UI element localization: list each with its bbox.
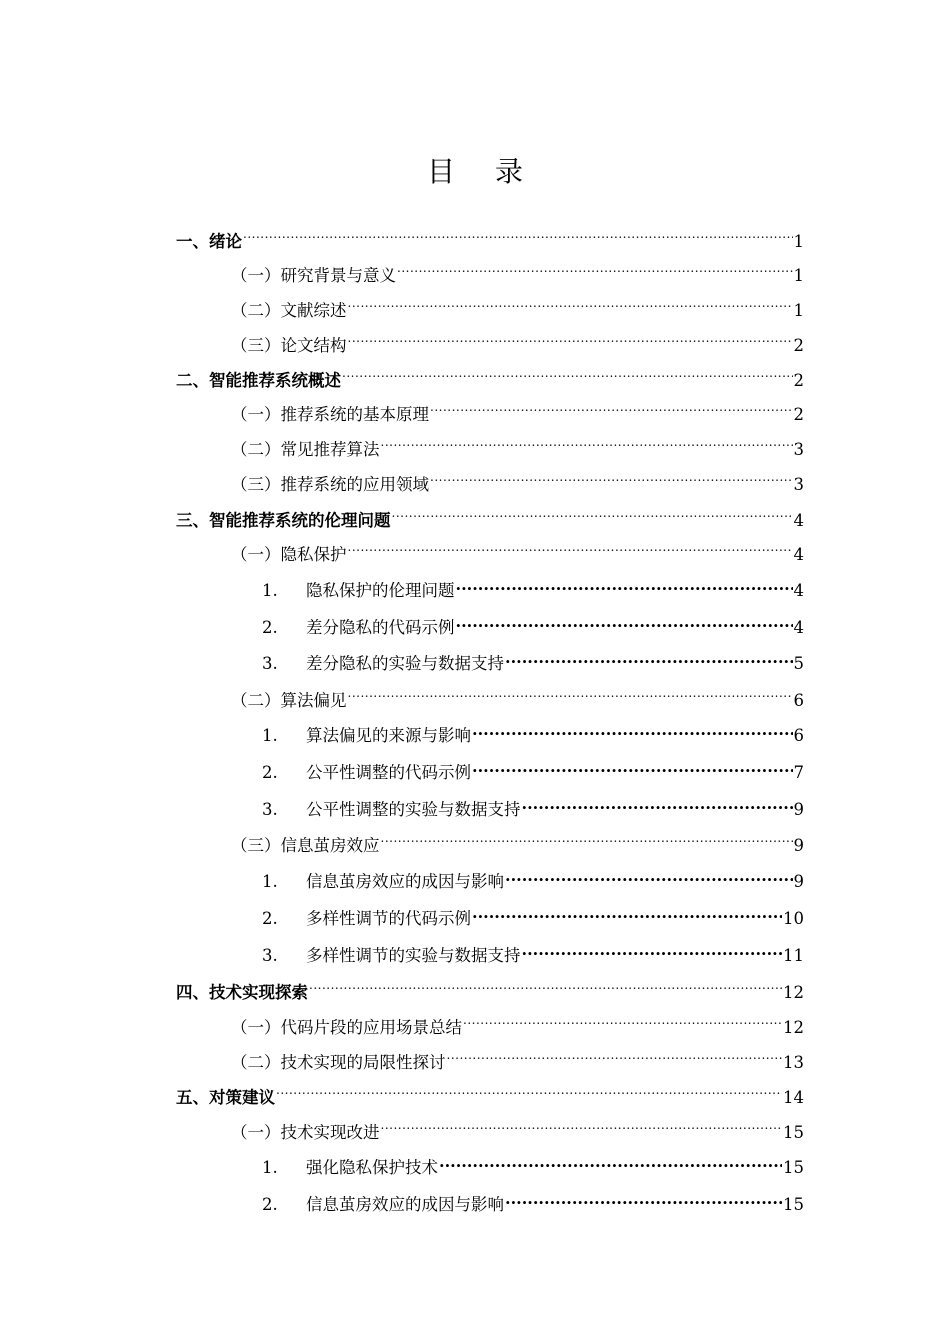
toc-entry-title: （一）研究背景与意义 [231,266,396,285]
toc-entry-title: （二）常见推荐算法 [231,440,380,459]
toc-entry-title: 信息茧房效应的成因与影响 [306,1195,504,1214]
toc-entry[interactable] [262,1188,804,1216]
toc-entry[interactable] [231,829,804,857]
toc-entry[interactable] [262,865,804,893]
toc-entry-title: （三）论文结构 [231,336,347,355]
page-title: 目录 [426,155,563,188]
toc-entry[interactable] [231,468,804,496]
toc-entry-page: 5 [793,654,804,673]
dot-leader [522,939,783,961]
dot-leader [381,829,793,851]
toc-entry-title: （一）隐私保护 [231,545,347,564]
toc-entry[interactable] [231,294,804,322]
toc-entry-number: 1. [262,726,278,745]
dot-leader [522,793,793,815]
dot-leader [276,1081,782,1103]
toc-entry-title: 多样性调节的实验与数据支持 [306,946,521,965]
toc-entry-page: 1 [793,301,804,320]
toc-entry-title: （一）代码片段的应用场景总结 [231,1018,462,1037]
toc-entry-title: （一）推荐系统的基本原理 [231,405,429,424]
toc-entry-page: 12 [783,1018,804,1037]
toc-entry-title: （二）算法偏见 [231,691,347,710]
toc-entry-title: 一、绪论 [176,232,242,251]
toc-entry-page: 15 [783,1158,804,1177]
toc-entry-page: 10 [783,909,804,928]
toc-entry-page: 6 [793,691,804,710]
toc-entry-page: 6 [793,726,804,745]
toc-entry-page: 9 [793,836,804,855]
dot-leader [447,1046,783,1068]
toc-entry[interactable] [231,329,804,357]
toc-entry-title: 差分隐私的代码示例 [306,618,455,637]
dot-leader [348,538,793,560]
toc-entry[interactable] [231,684,804,712]
toc-entry-page: 4 [793,581,804,600]
toc-entry-title: 隐私保护的伦理问题 [306,581,455,600]
dot-leader [381,433,793,455]
toc-entry-number: 1. [262,872,278,891]
toc-entry-page: 7 [793,763,804,782]
toc-entry-number: 3. [262,946,278,965]
toc-entry-page: 9 [793,800,804,819]
toc-entry[interactable] [231,1116,804,1144]
dot-leader [505,647,793,669]
dot-leader [397,259,793,281]
dot-leader [348,294,793,316]
toc-entry[interactable] [176,976,804,1004]
toc-entry[interactable] [231,1046,804,1074]
dot-leader [472,719,793,741]
toc-entry-number: 1. [262,581,278,600]
toc-entry-title: 公平性调整的代码示例 [306,763,471,782]
toc-entry-title: 公平性调整的实验与数据支持 [306,800,521,819]
toc-entry-page: 4 [793,511,804,530]
toc-entry-title: 五、对策建议 [176,1088,275,1107]
toc-entry-page: 4 [793,545,804,564]
toc-entry-number: 2. [262,1195,278,1214]
toc-entry-page: 2 [793,371,804,390]
toc-entry-number: 1. [262,1158,278,1177]
toc-entry-page: 15 [783,1195,804,1214]
toc-entry[interactable] [262,574,804,602]
dot-leader [381,1116,783,1138]
toc-entry[interactable] [262,647,804,675]
toc-entry-title: 二、智能推荐系统概述 [176,371,341,390]
toc-entry-page: 2 [793,336,804,355]
toc-entry-title: （二）技术实现的局限性探讨 [231,1053,446,1072]
toc-entry[interactable] [231,1011,804,1039]
dot-leader [463,1011,782,1033]
toc-entry[interactable] [231,433,804,461]
toc-entry-number: 3. [262,800,278,819]
toc-entry-page: 11 [783,946,804,965]
toc-entry-page: 14 [783,1088,804,1107]
dot-leader [472,756,793,778]
toc-entry[interactable] [262,1151,804,1179]
toc-entry-number: 2. [262,909,278,928]
toc-entry-title: （三）信息茧房效应 [231,836,380,855]
dot-leader [456,574,793,596]
toc-entry[interactable] [176,504,804,532]
toc-entry-page: 13 [783,1053,804,1072]
toc-entry-page: 1 [793,232,804,251]
toc-entry-number: 2. [262,763,278,782]
dot-leader [430,468,793,490]
dot-leader [309,976,782,998]
toc-entry[interactable] [262,611,804,639]
toc-entry-number: 3. [262,654,278,673]
dot-leader [348,329,793,351]
toc-entry[interactable] [262,939,804,967]
dot-leader [505,1188,782,1210]
toc-entry[interactable] [262,793,804,821]
dot-leader [342,364,793,386]
toc-entry-page: 1 [793,266,804,285]
toc-entry-page: 15 [783,1123,804,1142]
toc-entry-title: （二）文献综述 [231,301,347,320]
toc-entry[interactable] [231,538,804,566]
toc-entry-page: 2 [793,405,804,424]
toc-entry-title: 差分隐私的实验与数据支持 [306,654,504,673]
toc-entry[interactable] [231,259,804,287]
toc-entry-page: 4 [793,618,804,637]
toc-entry[interactable] [262,756,804,784]
toc-entry-title: （三）推荐系统的应用领域 [231,475,429,494]
toc-entry[interactable] [176,364,804,392]
toc-entry[interactable] [262,902,804,930]
toc-entry[interactable] [176,225,804,253]
toc-entry-title: 四、技术实现探索 [176,983,308,1002]
toc-entry-title: 三、智能推荐系统的伦理问题 [176,511,391,530]
toc-entry[interactable] [176,1081,804,1109]
toc-entry-title: 信息茧房效应的成因与影响 [306,872,504,891]
toc-entry[interactable] [262,719,804,747]
dot-leader [348,684,793,706]
dot-leader [243,225,793,247]
toc-entry-page: 9 [793,872,804,891]
dot-leader [472,902,782,924]
toc-entry-title: 多样性调节的代码示例 [306,909,471,928]
toc-entry-page: 12 [783,983,804,1002]
toc-entry-title: 算法偏见的来源与影响 [306,726,471,745]
dot-leader [456,611,793,633]
toc-entry-number: 2. [262,618,278,637]
dot-leader [430,398,793,420]
dot-leader [439,1151,782,1173]
dot-leader [392,504,793,526]
toc-entry[interactable] [231,398,804,426]
dot-leader [505,865,793,887]
toc-entry-title: 强化隐私保护技术 [306,1158,438,1177]
toc-entry-page: 3 [793,440,804,459]
toc-entry-page: 3 [793,475,804,494]
toc-entry-title: （一）技术实现改进 [231,1123,380,1142]
